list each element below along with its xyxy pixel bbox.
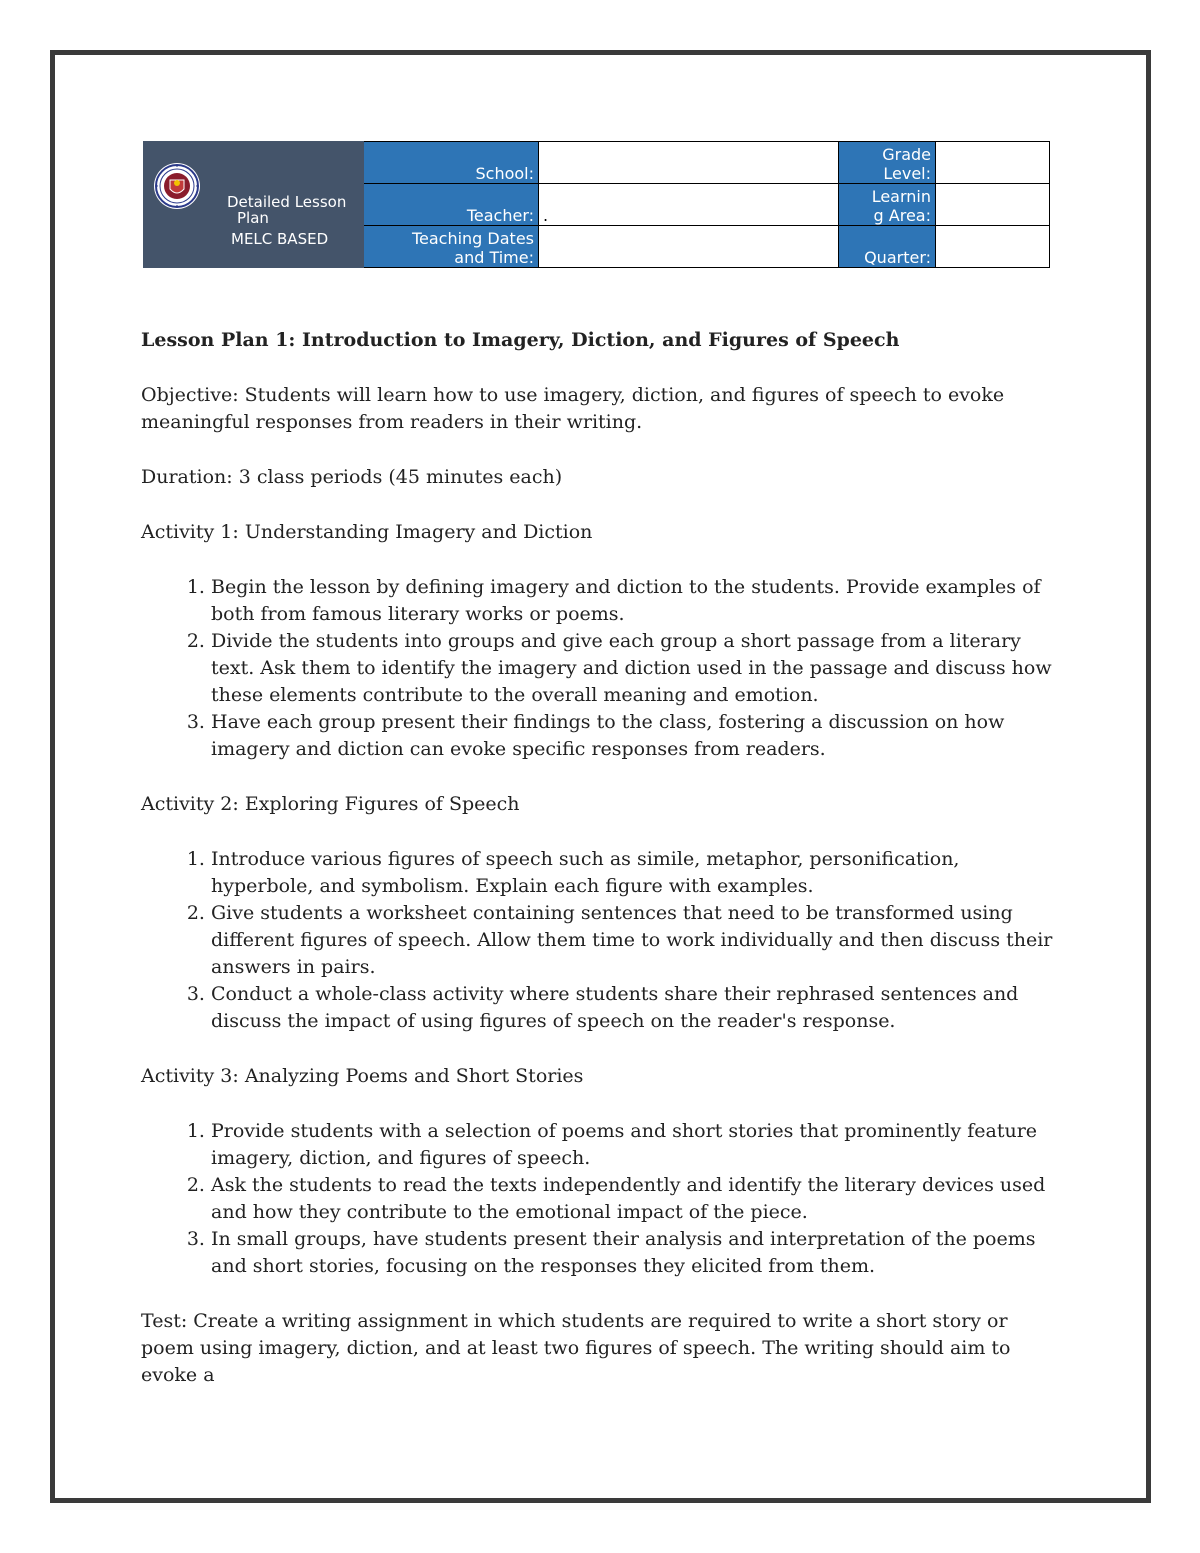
- activity-3-steps: [141, 1118, 1061, 1280]
- school-field[interactable]: [539, 142, 839, 184]
- quarter-field[interactable]: [936, 226, 1050, 268]
- list-item: 2. Divide the students into groups and give each group a short passage from a literary text. Ask them to identify the imagery and diction used in the passage and discuss how these elements contribute to the overall meaning and emotion.: [211, 628, 1061, 709]
- grade-level-field[interactable]: [936, 142, 1050, 184]
- activity-1-steps: [141, 574, 1061, 763]
- lesson-content: [141, 325, 1061, 1417]
- list-item: 1. Begin the lesson by defining imagery and diction to the students. Provide examples of both from famous literary works or poems.: [211, 574, 1061, 628]
- area-label-line2: g Area:: [873, 206, 931, 225]
- list-item: 2. Ask the students to read the texts independently and identify the literary devices used and how they contribute to the emotional impact of the piece.: [211, 1172, 1061, 1226]
- activity-3-heading: Activity 3: Analyzing Poems and Short Stories: [141, 1065, 584, 1087]
- school-label-cell: [364, 142, 539, 184]
- dates-label-cell: [364, 226, 539, 268]
- dates-label-line1: Teaching Dates: [411, 229, 534, 248]
- teaching-dates-field[interactable]: [539, 226, 839, 268]
- quarter-label: Quarter:: [864, 248, 931, 267]
- logo-title-line1: Detailed Lesson: [227, 193, 347, 211]
- list-item: 2. Give students a worksheet containing sentences that need to be transformed using different figures of speech. Allow them time to work individually and then discuss their answers in pairs.: [211, 900, 1061, 981]
- header-logo-text: [144, 194, 359, 247]
- logo-title-line2: Plan: [237, 209, 269, 227]
- lesson-header-table: [143, 141, 1050, 268]
- activity-2-steps: [141, 846, 1061, 1035]
- list-item: 3. In small groups, have students present their analysis and interpretation of the poems and short stories, focusing on the responses they elicited from them.: [211, 1226, 1061, 1280]
- lesson-objective: Objective: Students will learn how to use imagery, diction, and figures of speech to evoke meaningful responses from readers in their writing.: [141, 384, 1005, 433]
- quarter-label-cell: [839, 226, 936, 268]
- learning-area-field[interactable]: [936, 184, 1050, 226]
- grade-label-line2: Level:: [883, 164, 931, 183]
- header-logo-cell: [144, 142, 364, 268]
- list-item: 3. Conduct a whole-class activity where students share their rephrased sentences and discuss the impact of using figures of speech on the reader's response.: [211, 981, 1061, 1035]
- teacher-label-cell: [364, 184, 539, 226]
- logo-melc-label: MELC BASED: [231, 230, 329, 248]
- grade-label-cell: [839, 142, 936, 184]
- school-label: School:: [475, 164, 534, 183]
- lesson-title: Lesson Plan 1: Introduction to Imagery, Diction, and Figures of Speech: [141, 329, 900, 351]
- list-item: 3. Have each group present their findings to the class, fostering a discussion on how imagery and diction can evoke specific responses from readers.: [211, 709, 1061, 763]
- dates-label-line2: and Time:: [454, 248, 534, 267]
- activity-2-heading: Activity 2: Exploring Figures of Speech: [141, 793, 520, 815]
- grade-label-line1: Grade: [882, 145, 931, 164]
- teacher-field[interactable]: .: [539, 184, 839, 226]
- teacher-label: Teacher:: [466, 206, 534, 225]
- list-item: 1. Provide students with a selection of poems and short stories that prominently feature imagery, diction, and figures of speech.: [211, 1118, 1061, 1172]
- lesson-test: Test: Create a writing assignment in which students are required to write a short story or poem using imagery, diction, and at least two figures of speech. The writing should aim to evoke a: [141, 1310, 1011, 1386]
- list-item: 1. Introduce various figures of speech such as simile, metaphor, personification, hyperbole, and symbolism. Explain each figure with examples.: [211, 846, 1061, 900]
- lesson-duration: Duration: 3 class periods (45 minutes each): [141, 466, 563, 488]
- activity-1-heading: Activity 1: Understanding Imagery and Diction: [141, 521, 593, 543]
- area-label-line1: Learnin: [871, 187, 931, 206]
- area-label-cell: [839, 184, 936, 226]
